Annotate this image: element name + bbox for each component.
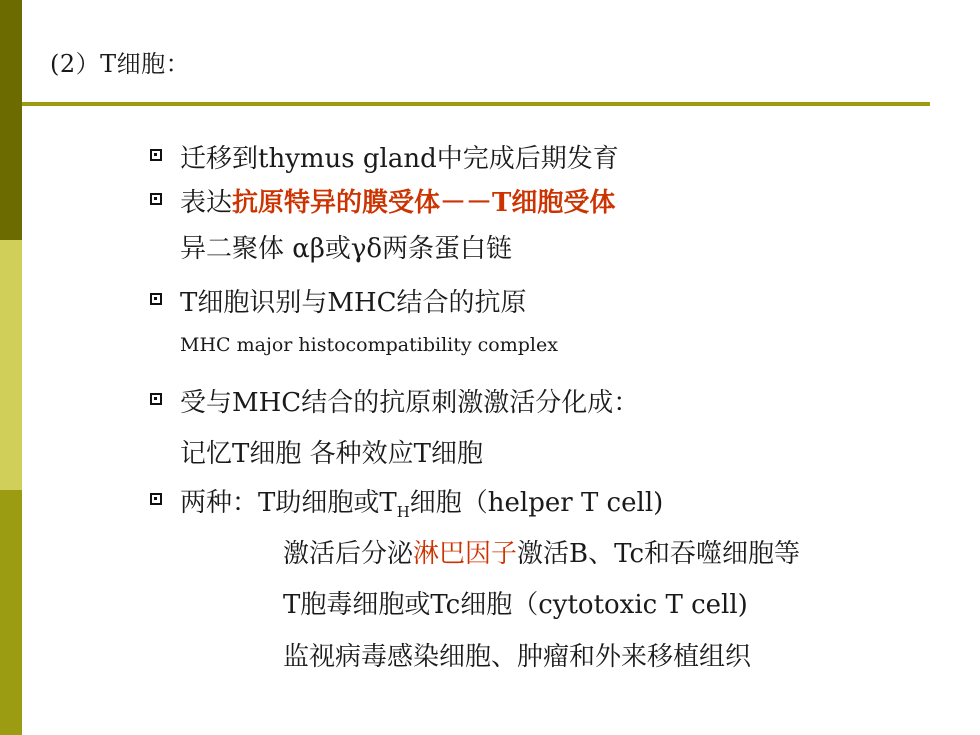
bullet-5-subline-3: 监视病毒感染细胞、肿瘤和外来移植组织	[283, 642, 752, 672]
bullet-3-subline: MHC major histocompatibility complex	[180, 334, 558, 356]
sidebar-band-bottom	[0, 490, 22, 735]
bullet-icon	[150, 293, 162, 305]
subline-1-highlight: 淋巴因子	[413, 539, 518, 569]
bullet-2-text	[180, 182, 615, 219]
bullet-icon	[150, 149, 162, 161]
bullet-2-highlight: 抗原特异的膜受体－－T细胞受体	[232, 188, 616, 218]
bullet-icon	[150, 193, 162, 205]
bullet-4-text: 受与MHC结合的抗原刺激激活分化成：	[180, 388, 640, 418]
title-divider	[22, 102, 930, 106]
bullet-icon	[150, 493, 162, 505]
bullet-icon	[150, 393, 162, 405]
bullet-5-text-pre: 两种：T助细胞或T	[180, 488, 397, 518]
bullet-1-text: 迁移到thymus gland中完成后期发育	[180, 144, 619, 174]
bullet-5-subscript: H	[396, 503, 410, 521]
bullet-4-subline: 记忆T细胞 各种效应T细胞	[180, 439, 483, 469]
bullet-2-subline: 异二聚体 αβ或γδ两条蛋白链	[180, 234, 513, 264]
sidebar-band-top	[0, 0, 22, 240]
sidebar-band-middle	[0, 240, 22, 490]
slide-title: (2）T细胞：	[50, 50, 191, 78]
bullet-5-subline-2: T胞毒细胞或Tc细胞（cytotoxic T cell)	[283, 590, 748, 620]
bullet-2-prefix: 表达	[180, 188, 233, 218]
bullet-5-subline-1	[283, 533, 800, 570]
subline-1-pre: 激活后分泌	[283, 539, 414, 569]
bullet-5-text-post: 细胞（helper T cell)	[409, 488, 664, 518]
bullet-5-text	[180, 482, 663, 519]
bullet-3-text: T细胞识别与MHC结合的抗原	[180, 288, 527, 318]
subline-1-post: 激活B、Tc和吞噬细胞等	[517, 539, 801, 569]
